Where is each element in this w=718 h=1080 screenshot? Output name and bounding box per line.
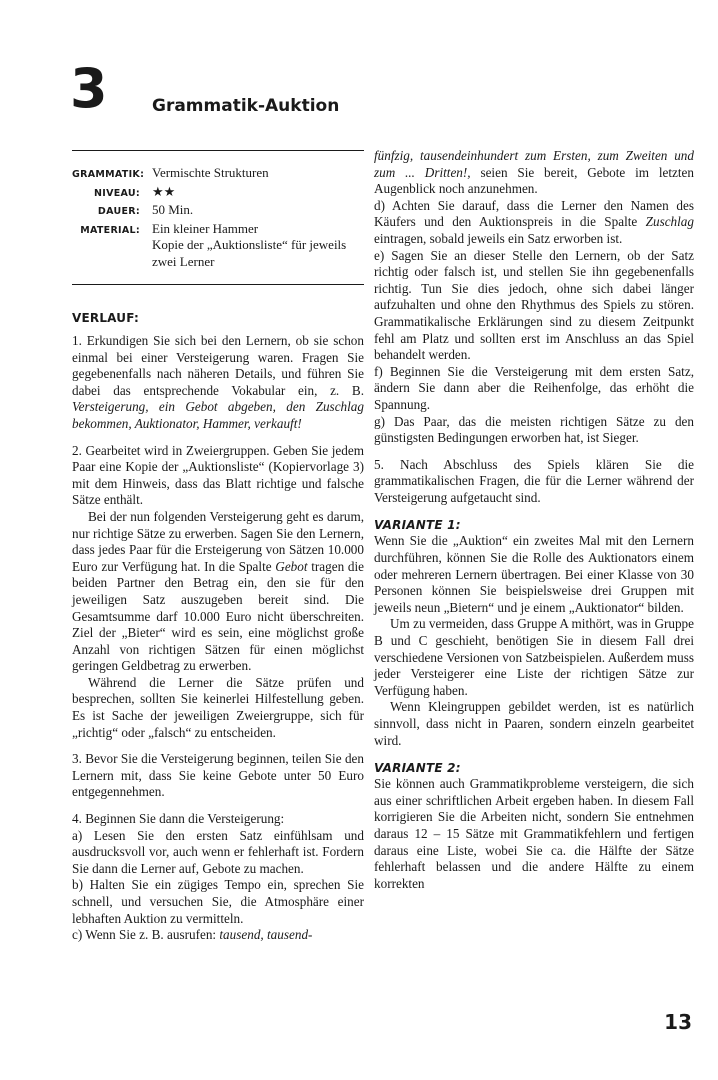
paragraph: 1. Erkundigen Sie sich bei den Lernern, ob sie schon einmal bei einer Versteigerung waren. Fragen Sie gegebenenfalls nach näheren Details, und führen Sie dabei das entsprechende Vokabular ein, z. B. Versteigerung, ein Gebot abgeben, den Zuschlag bekommen, Auktionator, Hammer, verkauft! — [72, 333, 364, 431]
chapter-title: Grammatik-Auktion — [152, 96, 340, 116]
right-column — [374, 148, 694, 892]
info-row-niveau — [72, 184, 364, 203]
info-label: DAUER: — [97, 206, 140, 217]
info-label: GRAMMATIK: — [72, 169, 145, 180]
info-value: 50 Min. — [152, 202, 194, 217]
info-top-rule — [72, 150, 364, 151]
paragraph: 5. Nach Abschluss des Spiels klären Sie die grammatikalischen Fragen, die für die Lerner während der Versteigerung aufgetaucht sind. — [374, 456, 694, 505]
paragraph: 3. Bevor Sie die Versteigerung beginnen, teilen Sie den Lernern mit, dass Sie keine Gebote unter 50 Euro entgegennehmen. — [72, 751, 364, 800]
section-heading-variante-2: VARIANTE 2: — [374, 761, 461, 776]
paragraph: Während die Lerner die Sätze prüfen und besprechen, sollten Sie keinerlei Hilfestellung geben. Es ist Sache der jeweiligen Zweiergruppe, sich für „richtig“ oder „falsch“ zu entscheiden. — [72, 674, 364, 740]
material-item: Kopie der „Auktionsliste“ für jeweils zwei Lerner — [152, 237, 347, 269]
paragraph: c) Wenn Sie z. B. ausrufen: tausend, tausend- — [72, 927, 313, 943]
paragraph: g) Das Paar, das die meisten richtigen Sätze zu den günstigsten Bedingungen erworben hat, ist Sieger. — [374, 413, 694, 446]
info-value: Vermischte Strukturen — [152, 165, 269, 180]
chapter-number: 3 — [70, 57, 107, 120]
paragraph: Bei der nun folgenden Versteigerung geht es darum, nur richtige Sätze zu erwerben. Sagen Sie den Lernern, dass jedes Paar für die Ersteigerung von Sätzen 10.000 Euro zur Verfügung hat. In die Spalte Gebot tragen die beiden Partner den Betrag ein, den sie für den jeweiligen Satz auszugeben bereit sind. Die Gesamtsumme darf 10.000 Euro nicht überschreiten. Ziel der „Bieter“ wird es sein, eine möglichst große Anzahl von richtigen Sätzen für einen möglichst geringen Geldbetrag zu erwerben. — [72, 508, 364, 674]
paragraph: Sie können auch Grammatikprobleme versteigern, die sich aus einer schriftlichen Arbeit ergeben haben. In diesem Fall korrigieren Sie die Arbeiten nicht, sondern Sie entnehmen daraus 12 – 15 Sätze mit Grammatikfehlern und fertigen daraus eine Liste, wobei Sie ca. die Hälfte der Sätze fehlerhaft belassen und die andere Hälfte zu einem korrekten — [374, 776, 694, 891]
paragraph: Wenn Sie die „Auktion“ ein zweites Mal mit den Lernern durchführen, können Sie die Rolle des Auktionators einem oder mehreren Lernern übertragen. Bei einer Klasse von 30 Personen können Sie beispielsweise drei Gruppen mit jeweils neun „Bietern“ und je einem „Auktionator“ bilden. — [374, 533, 694, 615]
paragraph: d) Achten Sie darauf, dass die Lerner den Namen des Käufers und den Auktionspreis in die Spalte Zuschlag eintragen, sobald jeweils ein Satz erworben ist. — [374, 197, 694, 246]
paragraph: b) Halten Sie ein zügiges Tempo ein, sprechen Sie schnell, und versuchen Sie, die Atmosphäre einer lebhaften Auktion zu vermitteln. — [72, 877, 364, 926]
info-value — [152, 221, 364, 271]
paragraph: f) Beginnen Sie die Versteigerung mit dem ersten Satz, ändern Sie dann aber die Reihenfolge, das erhöht die Spannung. — [374, 363, 694, 412]
info-box — [72, 165, 364, 270]
info-row-material — [72, 221, 364, 271]
info-row-grammatik — [72, 165, 364, 184]
page-number: 13 — [664, 1010, 692, 1034]
info-bottom-rule — [72, 284, 364, 285]
paragraph: a) Lesen Sie den ersten Satz einfühlsam und ausdrucksvoll vor, auch wenn er fehlerhaft ist. Fordern Sie dann die Lerner auf, Gebote zu machen. — [72, 827, 364, 876]
info-row-dauer — [72, 202, 364, 221]
info-label: NIVEAU: — [93, 187, 140, 199]
material-item: Ein kleiner Hammer — [152, 220, 259, 236]
left-column — [72, 150, 364, 944]
section-heading-verlauf: VERLAUF: — [72, 311, 139, 325]
niveau-stars: ★★ — [152, 183, 176, 199]
paragraph: e) Sagen Sie an dieser Stelle den Lernern, ob der Satz richtig oder falsch ist, und stellen Sie ihn gegebenenfalls richtig. Tun Sie dies jedoch, ohne sich dabei länger aufzuhalten und ohne den Rhythmus des Spiels zu stören. Grammatikalische Erklärungen sind zu diesem Zeitpunkt fehl am Platz und sollten erst im Anschluss an das Spiel behandelt werden. — [374, 247, 694, 363]
paragraph: Wenn Kleingruppen gebildet werden, ist es natürlich sinnvoll, dass nicht in Paaren, sondern einzeln gearbeitet wird. — [374, 699, 694, 748]
paragraph: 2. Gearbeitet wird in Zweiergruppen. Geben Sie jedem Paar eine Kopie der „Auktionsliste“ (Kopiervorlage 3) mit dem Hinweis, dass das Blatt richtige und falsche Sätze enthält. — [72, 442, 364, 508]
section-heading-variante-1: VARIANTE 1: — [374, 518, 461, 533]
paragraph: fünfzig, tausendeinhundert zum Ersten, zum Zweiten und zum ... Dritten!, seien Sie bereit, Gebote im letzten Augenblick noch anzunehmen. — [374, 148, 695, 197]
info-label: MATERIAL: — [80, 224, 140, 236]
paragraph: Um zu vermeiden, dass Gruppe A mithört, was in Gruppe B und C geschieht, benötigen Sie in diesem Fall drei verschiedene Versionen von Satzbeispielen. Außerdem muss jeder Versteigerer eine Liste der richtigen Sätze zur Verfügung haben. — [374, 616, 694, 698]
paragraph: 4. Beginnen Sie dann die Versteigerung: — [72, 811, 285, 827]
